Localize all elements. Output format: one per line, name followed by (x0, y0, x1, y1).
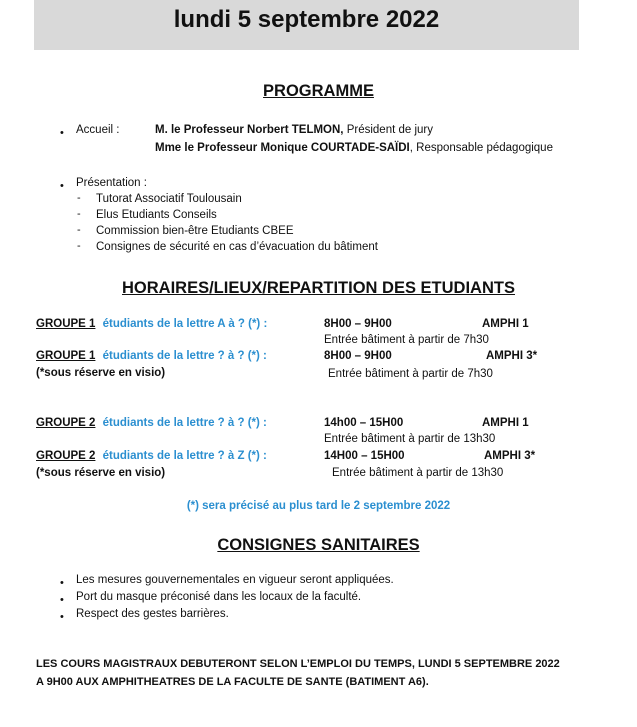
presentation-item: Commission bien-être Etudiants CBEE (96, 225, 294, 237)
group-room: AMPHI 1 (482, 417, 529, 429)
group-time: 8H00 – 9H00 (324, 350, 392, 362)
closing-line-2: A 9H00 AUX AMPHITHEATRES DE LA FACULTE DE SANTE (BATIMENT A6). (36, 676, 429, 688)
dash-icon: - (77, 224, 81, 236)
group-entry: Entrée bâtiment à partir de 13h30 (324, 433, 496, 445)
accueil-person-1-name: M. le Professeur Norbert TELMON, (155, 124, 344, 136)
group-label: GROUPE 1 (36, 350, 96, 362)
closing-line-1: LES COURS MAGISTRAUX DEBUTERONT SELON L’EMPLOI DU TEMPS, LUNDI 5 SEPTEMBRE 2022 (36, 658, 560, 670)
group-row (36, 450, 267, 462)
dash-icon: - (77, 240, 81, 252)
group-students: étudiants de la lettre ? à Z (*) : (102, 450, 267, 462)
dash-icon: - (77, 208, 81, 220)
page-title: lundi 5 septembre 2022 (173, 6, 440, 33)
bullet-icon: • (60, 611, 64, 623)
horaires-footnote: (*) sera précisé au plus tard le 2 septembre 2022 (186, 500, 451, 512)
group-label: GROUPE 2 (36, 417, 96, 429)
group-label: GROUPE 2 (36, 450, 96, 462)
presentation-item: Consignes de sécurité en cas d’évacuation du bâtiment (96, 241, 378, 253)
group-note: (*sous réserve en visio) (36, 467, 166, 479)
consigne-item: Port du masque préconisé dans les locaux de la faculté. (76, 591, 362, 603)
accueil-person-2-name: Mme le Professeur Monique COURTADE-SAÏDI (155, 142, 410, 154)
group-students: étudiants de la lettre A à ? (*) : (102, 318, 268, 330)
group-students: étudiants de la lettre ? à ? (*) : (102, 350, 267, 362)
presentation-item: Elus Etudiants Conseils (96, 209, 217, 221)
group-label: GROUPE 1 (36, 318, 96, 330)
group-room: AMPHI 1 (482, 318, 529, 330)
consignes-heading: CONSIGNES SANITAIRES (217, 536, 420, 554)
accueil-line-1 (155, 124, 433, 136)
presentation-label: Présentation : (76, 177, 147, 189)
group-note: (*sous réserve en visio) (36, 367, 166, 379)
accueil-label: Accueil : (76, 124, 120, 136)
consigne-item: Les mesures gouvernementales en vigueur seront appliquées. (76, 574, 394, 586)
group-entry: Entrée bâtiment à partir de 7h30 (324, 334, 489, 346)
bullet-icon: • (60, 594, 64, 606)
group-entry: Entrée bâtiment à partir de 7h30 (328, 368, 493, 380)
presentation-item: Tutorat Associatif Toulousain (96, 193, 242, 205)
group-entry: Entrée bâtiment à partir de 13h30 (332, 467, 504, 479)
bullet-icon: • (60, 180, 64, 192)
date-banner (34, 0, 579, 50)
group-row (36, 350, 267, 362)
accueil-person-2-role: , Responsable pédagogique (409, 142, 553, 154)
programme-heading: PROGRAMME (263, 82, 374, 100)
horaires-heading: HORAIRES/LIEUX/REPARTITION DES ETUDIANTS (122, 279, 515, 297)
bullet-icon: • (60, 577, 64, 589)
group-row (36, 318, 267, 330)
group-row (36, 417, 267, 429)
group-time: 8H00 – 9H00 (324, 318, 392, 330)
group-room: AMPHI 3* (484, 450, 536, 462)
accueil-person-1-role: Président de jury (343, 124, 434, 136)
accueil-line-2 (155, 142, 553, 154)
group-students: étudiants de la lettre ? à ? (*) : (102, 417, 267, 429)
dash-icon: - (77, 192, 81, 204)
group-time: 14H00 – 15H00 (324, 450, 405, 462)
group-room: AMPHI 3* (486, 350, 538, 362)
bullet-icon: • (60, 127, 64, 139)
group-time: 14h00 – 15H00 (324, 417, 404, 429)
consigne-item: Respect des gestes barrières. (76, 608, 229, 620)
